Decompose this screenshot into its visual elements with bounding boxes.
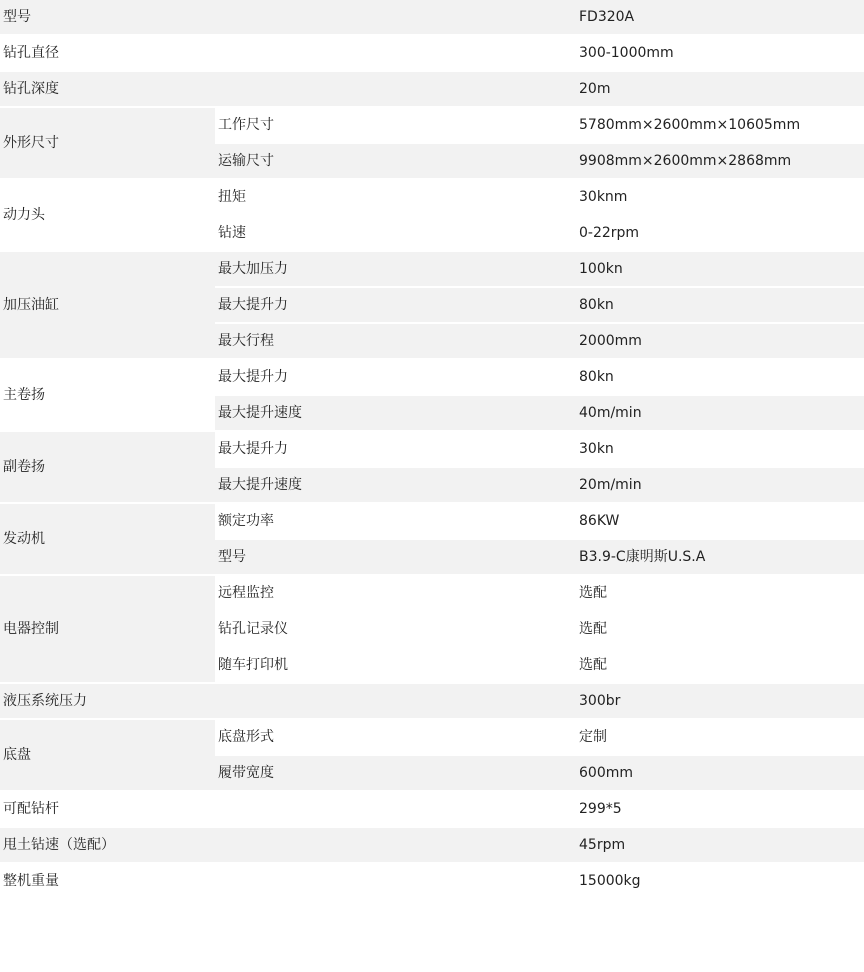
spec-group-label: 电器控制 (0, 576, 215, 684)
spec-sub-label: 最大提升力 (215, 360, 576, 396)
table-row (0, 180, 864, 216)
spec-sub-label: 履带宽度 (215, 756, 576, 792)
table-row (0, 792, 864, 828)
spec-sub-label: 扭矩 (215, 180, 576, 216)
spec-label: 甩土钻速（选配） (0, 828, 576, 864)
spec-value: 300-1000mm (576, 36, 864, 72)
spec-value: 20m/min (576, 468, 864, 504)
spec-sub-label: 额定功率 (215, 504, 576, 540)
spec-group-label: 发动机 (0, 504, 215, 576)
spec-group-label: 底盘 (0, 720, 215, 792)
spec-value: 15000kg (576, 864, 864, 900)
spec-group-label: 动力头 (0, 180, 215, 252)
spec-sub-label: 最大提升速度 (215, 396, 576, 432)
spec-value: 300br (576, 684, 864, 720)
spec-sub-label: 远程监控 (215, 576, 576, 612)
spec-sub-label: 型号 (215, 540, 576, 576)
table-row (0, 720, 864, 756)
spec-value: 5780mm×2600mm×10605mm (576, 108, 864, 144)
table-row (0, 360, 864, 396)
table-row (0, 576, 864, 612)
spec-sub-label: 工作尺寸 (215, 108, 576, 144)
spec-value: 2000mm (576, 324, 864, 360)
spec-sub-label: 钻孔记录仪 (215, 612, 576, 648)
table-row (0, 432, 864, 468)
spec-value: 100kn (576, 252, 864, 288)
table-row (0, 36, 864, 72)
table-row (0, 864, 864, 900)
spec-value: 45rpm (576, 828, 864, 864)
spec-value: B3.9-C康明斯U.S.A (576, 540, 864, 576)
spec-label: 钻孔深度 (0, 72, 576, 108)
spec-sub-label: 最大提升力 (215, 432, 576, 468)
spec-value: 86KW (576, 504, 864, 540)
spec-value: 0-22rpm (576, 216, 864, 252)
spec-sub-label: 钻速 (215, 216, 576, 252)
spec-value: 600mm (576, 756, 864, 792)
spec-value: 选配 (576, 576, 864, 612)
spec-label: 整机重量 (0, 864, 576, 900)
spec-label: 液压系统压力 (0, 684, 576, 720)
spec-label: 可配钻杆 (0, 792, 576, 828)
spec-sub-label: 运输尺寸 (215, 144, 576, 180)
spec-sub-label: 最大行程 (215, 324, 576, 360)
spec-value: 80kn (576, 288, 864, 324)
table-row (0, 828, 864, 864)
spec-value: 定制 (576, 720, 864, 756)
spec-value: 9908mm×2600mm×2868mm (576, 144, 864, 180)
spec-value: 20m (576, 72, 864, 108)
spec-label: 钻孔直径 (0, 36, 576, 72)
spec-group-label: 加压油缸 (0, 252, 215, 360)
spec-value: 40m/min (576, 396, 864, 432)
table-row (0, 108, 864, 144)
table-row (0, 504, 864, 540)
spec-value: 30knm (576, 180, 864, 216)
spec-label: 型号 (0, 0, 576, 36)
table-row (0, 684, 864, 720)
spec-group-label: 副卷扬 (0, 432, 215, 504)
table-row (0, 0, 864, 36)
spec-value: 选配 (576, 612, 864, 648)
table-row (0, 72, 864, 108)
spec-value: 选配 (576, 648, 864, 684)
table-row (0, 252, 864, 288)
spec-group-label: 主卷扬 (0, 360, 215, 432)
spec-value: 80kn (576, 360, 864, 396)
spec-value: 299*5 (576, 792, 864, 828)
spec-sub-label: 最大提升速度 (215, 468, 576, 504)
spec-value: 30kn (576, 432, 864, 468)
spec-value: FD320A (576, 0, 864, 36)
spec-sub-label: 最大加压力 (215, 252, 576, 288)
spec-group-label: 外形尺寸 (0, 108, 215, 180)
spec-sub-label: 底盘形式 (215, 720, 576, 756)
spec-sub-label: 最大提升力 (215, 288, 576, 324)
spec-sub-label: 随车打印机 (215, 648, 576, 684)
